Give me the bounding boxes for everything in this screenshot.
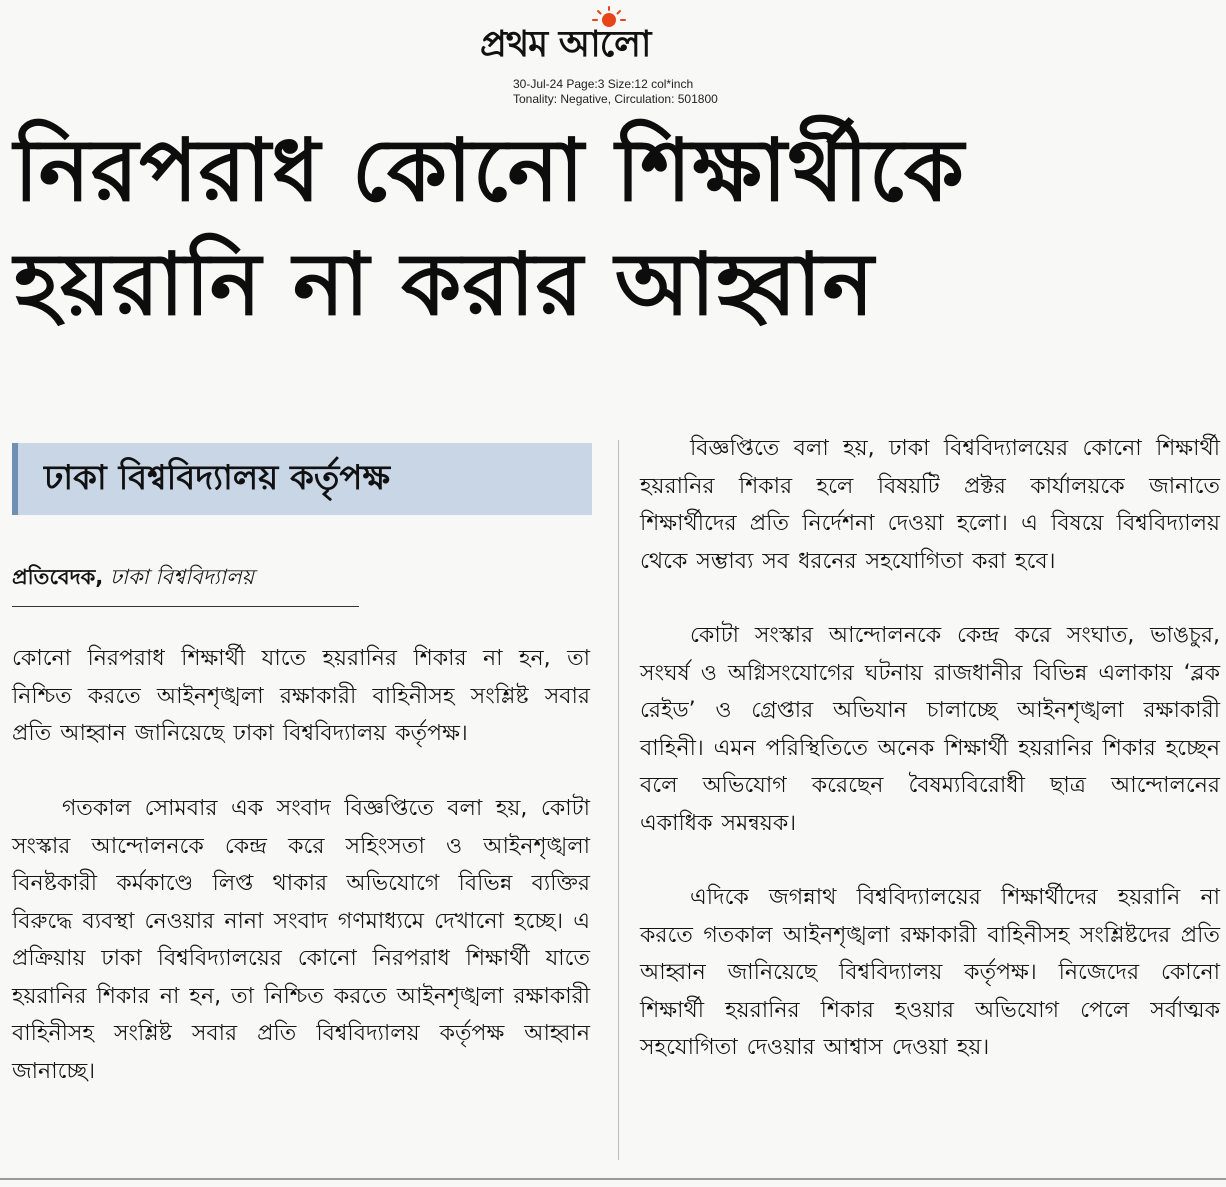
body-paragraph-1: কোনো নিরপরাধ শিক্ষার্থী যাতে হয়রানির শিকার না হন, তা নিশ্চিত করতে আইনশৃঙ্খলা রক্ষাকারী বাহিনীসহ সংশ্লিষ্ট সবার প্রতি আহ্বান জানিয়েছে ঢাকা বিশ্ববিদ্যালয় কর্তৃপক্ষ। [12,646,590,746]
article-headline [14,114,1219,342]
kicker-text: ঢাকা বিশ্ববিদ্যালয় কর্তৃপক্ষ [44,458,390,498]
column-divider [618,440,619,1160]
newspaper-logo: প্রথম আলো [480,23,651,65]
newspaper-masthead [470,6,760,76]
headline-line-2: হয়রানি না করার আহ্বান [14,235,875,335]
body-paragraph-3: বিজ্ঞপ্তিতে বলা হয়, ঢাকা বিশ্ববিদ্যালয়ের কোনো শিক্ষার্থী হয়রানির শিকার হলে বিষয়টি প্রক্টর কার্যালয়কে জানাতে শিক্ষার্থীদের প্রতি নির্দেশনা দেওয়া হলো। এ বিষয়ে বিশ্ববিদ্যালয় থেকে সম্ভাব্য সব ধরনের সহযোগিতা করা হবে। [640,436,1220,574]
body-paragraph-4: কোটা সংস্কার আন্দোলনকে কেন্দ্র করে সংঘাত, ভাঙচুর, সংঘর্ষ ও অগ্নিসংযোগের ঘটনায় রাজধানীর বিভিন্ন এলাকায় ‘ব্লক রেইড’ ও গ্রেপ্তার অভিযান চালাচ্ছে আইনশৃঙ্খলা রক্ষাকারী বাহিনী। এমন পরিস্থিতিতে অনেক শিক্ষার্থী হয়রানির শিকার হচ্ছেন বলে অভিযোগ করেছেন বৈষম্যবিরোধী ছাত্র আন্দোলনের একাধিক সমন্বয়ক। [640,623,1220,836]
kicker-box [12,443,592,515]
clipping-metadata [513,77,718,107]
byline-place: ঢাকা বিশ্ববিদ্যালয় [109,565,255,589]
byline-divider [12,606,359,607]
bottom-edge-rule [0,1178,1226,1180]
byline-role: প্রতিবেদক, [12,565,104,589]
headline-line-1: নিরপরাধ কোনো শিক্ষার্থীকে [14,121,965,221]
body-paragraph-2: গতকাল সোমবার এক সংবাদ বিজ্ঞপ্তিতে বলা হয়, কোটা সংস্কার আন্দোলনকে কেন্দ্র করে সহিংসতা ও আইনশৃঙ্খলা বিনষ্টকারী কর্মকাণ্ডে লিপ্ত থাকার অভিযোগে বিভিন্ন ব্যক্তির বিরুদ্ধে ব্যবস্থা নেওয়ার নানা সংবাদ গণমাধ্যমে দেখানো হচ্ছে। এ প্রক্রিয়ায় ঢাকা বিশ্ববিদ্যালয়ের কোনো নিরপরাধ শিক্ষার্থী যাতে হয়রানির শিকার না হন, তা নিশ্চিত করতে আইনশৃঙ্খলা রক্ষাকারী বাহিনীসহ সংশ্লিষ্ট সবার প্রতি বিশ্ববিদ্যালয় কর্তৃপক্ষ আহ্বান জানাচ্ছে। [12,796,590,1084]
date-page-size: 30-Jul-24 Page:3 Size:12 col*inch [513,77,694,91]
tonality-circulation: Tonality: Negative, Circulation: 501800 [513,92,718,106]
body-paragraph-5: এদিকে জগন্নাথ বিশ্ববিদ্যালয়ের শিক্ষার্থীদের হয়রানি না করতে গতকাল আইনশৃঙ্খলা রক্ষাকারী বাহিনীসহ সংশ্লিষ্টদের প্রতি আহ্বান জানিয়েছে বিশ্ববিদ্যালয় কর্তৃপক্ষ। নিজেদের কোনো শিক্ষার্থী হয়রানির শিকার হওয়ার অভিযোগ পেলে সর্বাত্মক সহযোগিতা দেওয়ার আশ্বাস দেওয়া হয়। [640,885,1220,1060]
byline [12,562,254,592]
